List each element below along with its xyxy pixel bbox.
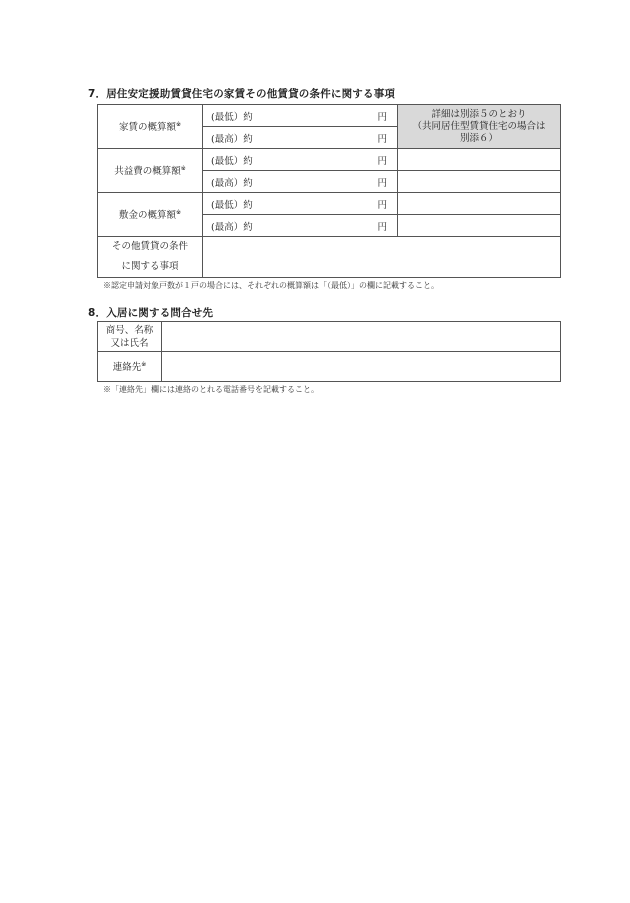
deposit-min-label: (最低）約 xyxy=(211,199,253,211)
rent-max-label: (最高）約 xyxy=(211,133,253,145)
name-label-line2: 又は氏名 xyxy=(110,337,149,349)
common-fee-min-extra[interactable] xyxy=(398,149,561,171)
contact-label: 連絡先 xyxy=(112,362,142,374)
rent-label: 家賃の概算額 xyxy=(118,122,176,134)
rent-conditions-table xyxy=(97,104,561,278)
common-fee-min-label: (最低）約 xyxy=(211,155,253,167)
rent-max-cell[interactable] xyxy=(203,127,398,149)
rent-min-cell[interactable] xyxy=(203,105,398,127)
common-fee-max-label: (最高）約 xyxy=(211,177,253,189)
rent-note-mark: ※ xyxy=(175,120,182,128)
section-7-note: ※認定申請対象戸数が１戸の場合には、それぞれの概算額は「（最低）」の欄に記載すること。 xyxy=(103,281,439,290)
common-fee-min-cell[interactable] xyxy=(203,149,398,171)
name-input[interactable] xyxy=(162,322,561,352)
common-fee-label: 共益費の概算額 xyxy=(114,166,181,178)
deposit-max-extra[interactable] xyxy=(398,215,561,237)
deposit-min-yen: 円 xyxy=(377,199,387,211)
common-fee-min-yen: 円 xyxy=(377,155,387,167)
other-conditions-label-line1: その他賃貸の条件 xyxy=(111,241,188,252)
name-label-cell xyxy=(98,322,162,352)
section-8-heading: 8．入居に関する問合せ先 xyxy=(88,307,214,319)
deposit-note-mark: ※ xyxy=(175,208,182,216)
contact-label-cell xyxy=(98,352,162,382)
rent-label-cell xyxy=(98,105,203,149)
deposit-max-yen: 円 xyxy=(377,221,387,233)
common-fee-label-cell xyxy=(98,149,203,193)
deposit-min-cell[interactable] xyxy=(203,193,398,215)
deposit-label-cell xyxy=(98,193,203,237)
rent-min-yen: 円 xyxy=(377,111,387,123)
section-7-heading: 7．居住安定援助賃貸住宅の家賃その他賃貸の条件に関する事項 xyxy=(88,88,396,100)
rent-detail-cell xyxy=(398,105,561,149)
rent-detail-line3: 別添６） xyxy=(459,132,498,144)
deposit-label: 敷金の概算額 xyxy=(118,210,176,222)
common-fee-max-extra[interactable] xyxy=(398,171,561,193)
rent-min-label: (最低）約 xyxy=(211,111,253,123)
deposit-max-cell[interactable] xyxy=(203,215,398,237)
other-conditions-input[interactable] xyxy=(203,237,561,278)
rent-detail-line1: 詳細は別添５のとおり xyxy=(431,108,527,120)
other-conditions-label-line2: に関する事項 xyxy=(121,261,179,272)
section-8-note: ※「連絡先」欄には連絡のとれる電話番号を記載すること。 xyxy=(103,385,319,394)
other-conditions-label-cell xyxy=(98,237,203,278)
contact-input[interactable] xyxy=(162,352,561,382)
deposit-min-extra[interactable] xyxy=(398,193,561,215)
common-fee-max-cell[interactable] xyxy=(203,171,398,193)
name-label-line1: 商号、名称 xyxy=(105,324,154,336)
rent-max-yen: 円 xyxy=(377,133,387,145)
inquiry-contact-table xyxy=(97,321,561,382)
rent-detail-line2: （共同居住型賃貸住宅の場合は xyxy=(412,120,546,132)
deposit-max-label: (最高）約 xyxy=(211,221,253,233)
common-fee-note-mark: ※ xyxy=(180,164,186,172)
contact-note-mark: ※ xyxy=(141,361,147,369)
common-fee-max-yen: 円 xyxy=(377,177,387,189)
